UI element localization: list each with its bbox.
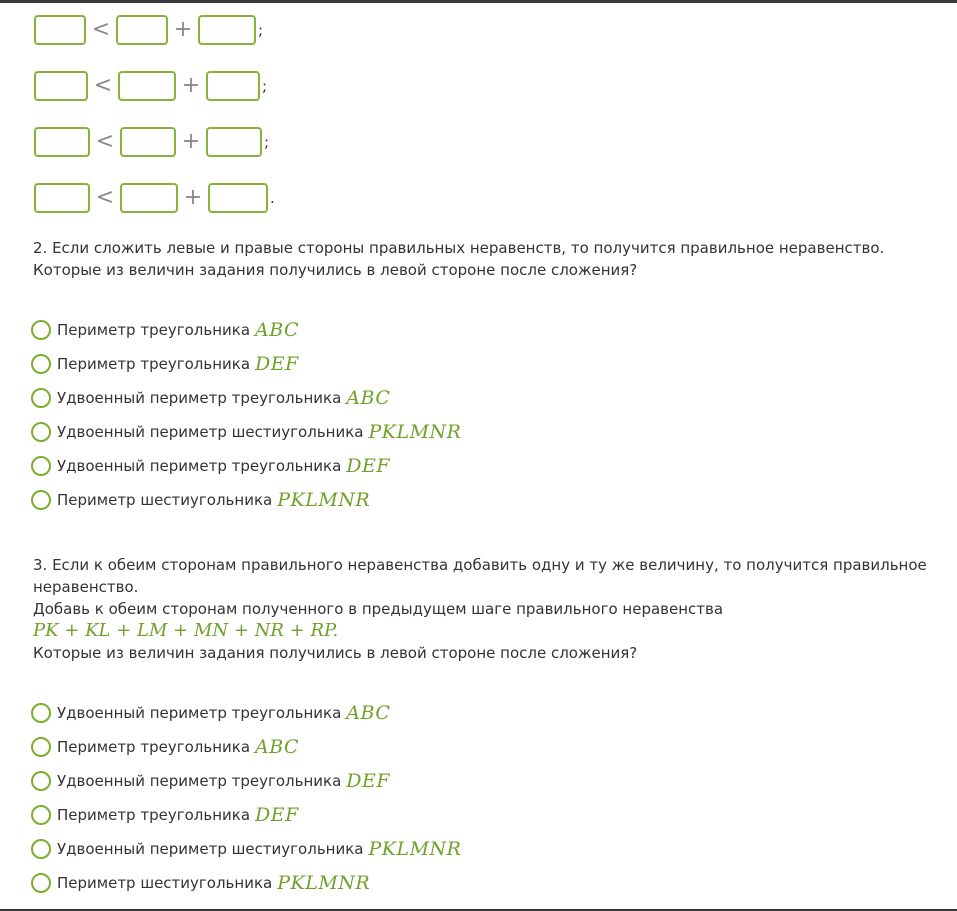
radio-button[interactable] xyxy=(31,320,51,340)
option-label: Периметр шестиугольника xyxy=(57,874,273,892)
q3-option-4[interactable] xyxy=(31,798,461,832)
option-label: Удвоенный периметр треугольника xyxy=(57,457,342,475)
less-than-sign: < xyxy=(95,185,115,210)
answer-box-2-c[interactable] xyxy=(206,71,260,101)
option-math: ABC xyxy=(346,387,391,409)
answer-box-1-c[interactable] xyxy=(198,15,256,45)
row-end-punct: ; xyxy=(258,21,264,39)
plus-sign: + xyxy=(173,17,193,42)
radio-button[interactable] xyxy=(31,737,51,757)
option-label: Удвоенный периметр шестиугольника xyxy=(57,840,364,858)
answer-box-2-a[interactable] xyxy=(34,71,88,101)
radio-button[interactable] xyxy=(31,456,51,476)
question-3-line-1: 3. Если к обеим сторонам правильного неравенства добавить одну и ту же величину, то получится правильное xyxy=(33,556,927,574)
radio-button[interactable] xyxy=(31,873,51,893)
option-math: DEF xyxy=(346,455,391,477)
inequality-row-4 xyxy=(34,181,275,215)
sum-expression: PK + KL + LM + MN + NR + RP. xyxy=(33,620,339,641)
inequality-row-1 xyxy=(34,13,263,47)
option-label: Удвоенный периметр шестиугольника xyxy=(57,423,364,441)
radio-button[interactable] xyxy=(31,388,51,408)
answer-box-3-a[interactable] xyxy=(34,127,90,157)
option-label: Периметр треугольника xyxy=(57,355,251,373)
option-math: DEF xyxy=(255,353,299,375)
option-math: PKLMNR xyxy=(368,421,462,443)
q2-option-1[interactable] xyxy=(31,313,461,347)
answer-box-1-b[interactable] xyxy=(116,15,168,45)
question-2-line-1: 2. Если сложить левые и правые стороны правильных неравенств, то получится правильное неравенство. xyxy=(33,239,885,257)
less-than-sign: < xyxy=(95,129,115,154)
top-border xyxy=(0,0,957,3)
answer-box-4-b[interactable] xyxy=(120,183,178,213)
q3-option-1[interactable] xyxy=(31,696,461,730)
question-2-text xyxy=(33,237,933,281)
radio-button[interactable] xyxy=(31,490,51,510)
q3-option-3[interactable] xyxy=(31,764,461,798)
question-3-line-3: Добавь к обеим сторонам полученного в предыдущем шаге правильного неравенства xyxy=(33,600,724,618)
option-math: DEF xyxy=(346,770,391,792)
q2-option-5[interactable] xyxy=(31,449,461,483)
question-3-text xyxy=(33,554,933,664)
option-math: DEF xyxy=(255,804,299,826)
q2-option-6[interactable] xyxy=(31,483,461,517)
option-math: ABC xyxy=(346,702,391,724)
option-label: Периметр треугольника xyxy=(57,321,251,339)
option-math: ABC xyxy=(255,319,300,341)
radio-button[interactable] xyxy=(31,354,51,374)
option-label: Периметр треугольника xyxy=(57,738,251,756)
q3-option-2[interactable] xyxy=(31,730,461,764)
radio-button[interactable] xyxy=(31,771,51,791)
answer-box-3-b[interactable] xyxy=(120,127,176,157)
question-2-options xyxy=(31,313,461,517)
radio-button[interactable] xyxy=(31,703,51,723)
answer-box-4-c[interactable] xyxy=(208,183,268,213)
option-label: Периметр треугольника xyxy=(57,806,251,824)
question-3-options xyxy=(31,696,461,900)
radio-button[interactable] xyxy=(31,422,51,442)
row-end-punct: . xyxy=(270,189,275,207)
inequality-row-2 xyxy=(34,69,267,103)
radio-button[interactable] xyxy=(31,805,51,825)
answer-box-2-b[interactable] xyxy=(118,71,176,101)
option-math: PKLMNR xyxy=(277,489,371,511)
option-label: Периметр шестиугольника xyxy=(57,491,273,509)
q2-option-2[interactable] xyxy=(31,347,461,381)
row-end-punct: ; xyxy=(264,133,270,151)
option-label: Удвоенный периметр треугольника xyxy=(57,704,342,722)
q3-option-6[interactable] xyxy=(31,866,461,900)
option-math: PKLMNR xyxy=(277,872,371,894)
option-label: Удвоенный периметр треугольника xyxy=(57,772,342,790)
question-3-line-4: Которые из величин задания получились в левой стороне после сложения? xyxy=(33,644,638,662)
radio-button[interactable] xyxy=(31,839,51,859)
option-math: ABC xyxy=(255,736,300,758)
question-3-line-2: неравенство. xyxy=(33,578,139,596)
less-than-sign: < xyxy=(93,73,113,98)
answer-box-3-c[interactable] xyxy=(206,127,262,157)
plus-sign: + xyxy=(181,129,201,154)
inequality-row-3 xyxy=(34,125,269,159)
plus-sign: + xyxy=(181,73,201,98)
answer-box-4-a[interactable] xyxy=(34,183,90,213)
option-label: Удвоенный периметр треугольника xyxy=(57,389,342,407)
plus-sign: + xyxy=(183,185,203,210)
question-3-expression xyxy=(33,620,933,642)
row-end-punct: ; xyxy=(262,77,268,95)
q2-option-3[interactable] xyxy=(31,381,461,415)
question-2-line-2: Которые из величин задания получились в левой стороне после сложения? xyxy=(33,261,638,279)
answer-box-1-a[interactable] xyxy=(34,15,86,45)
less-than-sign: < xyxy=(91,17,111,42)
q2-option-4[interactable] xyxy=(31,415,461,449)
q3-option-5[interactable] xyxy=(31,832,461,866)
option-math: PKLMNR xyxy=(368,838,462,860)
